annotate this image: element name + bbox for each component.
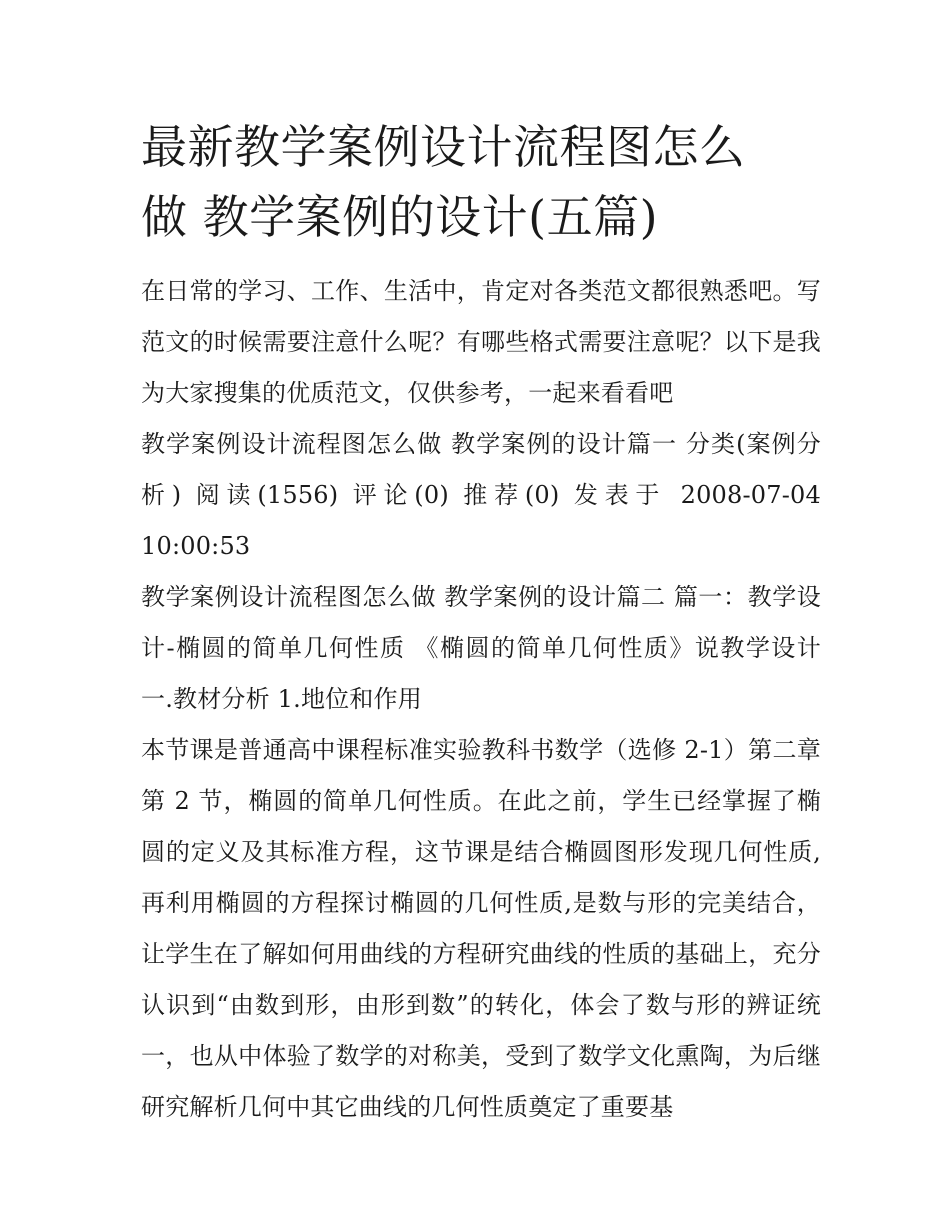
document-page: [141, 112, 821, 1133]
body-paragraph: 本节课是普通高中课程标准实验教科书数学（选修 2-1）第二章第 2 节，椭圆的简单几何性质。在此之前，学生已经掌握了椭圆的定义及其标准方程，这节课是结合椭圆图形发现几何性质,再利用椭圆的方程探讨椭圆的几何性质,是数与形的完美结合，让学生在了解如何用曲线的方程研究曲线的性质的基础上，充分认识到“由数到形，由形到数”的转化，体会了数与形的辨证统一，也从中体验了数学的对称美，受到了数学文化熏陶，为后继研究解析几何中其它曲线的几何性质奠定了重要基: [141, 736, 821, 1121]
title-line-2: 做 教学案例的设计(五篇): [141, 190, 659, 244]
title-line-1: 最新教学案例设计流程图怎么: [141, 120, 746, 174]
document-title: [141, 112, 821, 252]
intro-paragraph: 在日常的学习、工作、生活中，肯定对各类范文都很熟悉吧。写范文的时候需要注意什么呢？有哪些格式需要注意呢？以下是我为大家搜集的优质范文，仅供参考，一起来看看吧: [141, 277, 821, 407]
article-one-meta: 教学案例设计流程图怎么做 教学案例的设计篇一 分类(案例分析) 阅读(1556) 评论(0) 推荐(0) 发表于 2008-07-04 10:00:53: [141, 430, 821, 560]
article-two-heading: 教学案例设计流程图怎么做 教学案例的设计篇二 篇一：教学设计-椭圆的简单几何性质 《椭圆的简单几何性质》说教学设计 一.教材分析 1.地位和作用: [141, 583, 821, 713]
